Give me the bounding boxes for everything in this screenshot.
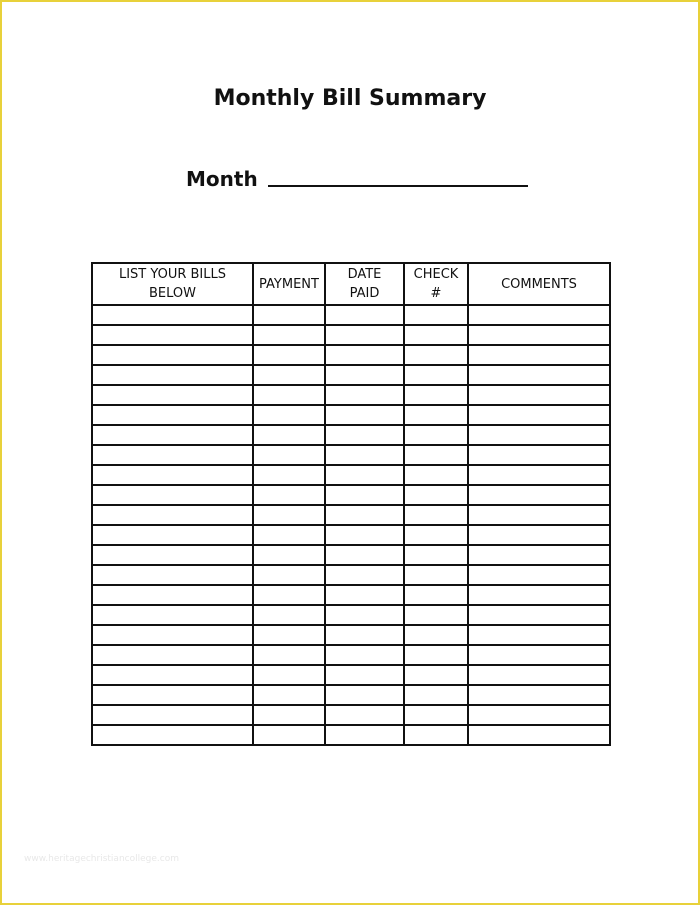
date-paid-cell[interactable] [325,305,404,325]
table-row [92,345,610,365]
watermark-text: www.heritagechristiancollege.com [24,854,179,864]
payment-cell[interactable] [253,625,325,645]
check-number-cell[interactable] [404,545,468,565]
table-row [92,425,610,445]
bill-name-cell[interactable] [92,425,253,445]
bill-name-cell[interactable] [92,545,253,565]
comments-cell[interactable] [468,625,610,645]
month-label: Month [186,167,258,191]
comments-cell[interactable] [468,505,610,525]
comments-cell[interactable] [468,445,610,465]
payment-cell[interactable] [253,725,325,745]
comments-cell[interactable] [468,325,610,345]
check-number-cell[interactable] [404,725,468,745]
comments-cell[interactable] [468,565,610,585]
comments-cell[interactable] [468,545,610,565]
comments-cell[interactable] [468,385,610,405]
table-row [92,365,610,385]
check-number-cell[interactable] [404,565,468,585]
payment-cell[interactable] [253,525,325,545]
header-date-paid [325,263,404,305]
table-row [92,525,610,545]
table-row [92,485,610,505]
bill-name-cell[interactable] [92,665,253,685]
check-number-cell[interactable] [404,625,468,645]
check-number-cell[interactable] [404,525,468,545]
bill-name-cell[interactable] [92,385,253,405]
check-number-cell[interactable] [404,465,468,485]
date-paid-cell[interactable] [325,365,404,385]
payment-cell[interactable] [253,565,325,585]
table-row [92,545,610,565]
check-number-cell[interactable] [404,445,468,465]
payment-cell[interactable] [253,545,325,565]
date-paid-cell[interactable] [325,625,404,645]
comments-cell[interactable] [468,665,610,685]
comments-cell[interactable] [468,345,610,365]
bill-name-cell[interactable] [92,345,253,365]
payment-cell[interactable] [253,325,325,345]
payment-cell[interactable] [253,585,325,605]
table-header-row [92,263,610,305]
header-date-paid-line-1: DATE [347,267,382,282]
header-comments-line-1: COMMENTS [501,276,577,292]
comments-cell[interactable] [468,725,610,745]
date-paid-cell[interactable] [325,565,404,585]
bill-name-cell[interactable] [92,485,253,505]
bill-name-cell[interactable] [92,325,253,345]
table-row [92,505,610,525]
date-paid-cell[interactable] [325,405,404,425]
bill-name-cell[interactable] [92,565,253,585]
check-number-cell[interactable] [404,605,468,625]
table-row [92,405,610,425]
table-row [92,625,610,645]
check-number-cell[interactable] [404,305,468,325]
header-check-number-line-1: CHECK [413,267,459,282]
bill-name-cell[interactable] [92,605,253,625]
check-number-cell[interactable] [404,505,468,525]
comments-cell[interactable] [468,585,610,605]
check-number-cell[interactable] [404,685,468,705]
payment-cell[interactable] [253,365,325,385]
bill-name-cell[interactable] [92,645,253,665]
date-paid-cell[interactable] [325,385,404,405]
check-number-cell[interactable] [404,645,468,665]
header-bills-line-1: LIST YOUR BILLS [118,267,227,282]
date-paid-cell[interactable] [325,425,404,445]
month-field [186,162,528,192]
bill-name-cell[interactable] [92,445,253,465]
page-title: Monthly Bill Summary [213,86,487,111]
check-number-cell[interactable] [404,385,468,405]
payment-cell[interactable] [253,345,325,365]
table-row [92,645,610,665]
comments-cell[interactable] [468,645,610,665]
bill-name-cell[interactable] [92,365,253,385]
comments-cell[interactable] [468,485,610,505]
comments-cell[interactable] [468,425,610,445]
table-row [92,445,610,465]
payment-cell[interactable] [253,505,325,525]
date-paid-cell[interactable] [325,505,404,525]
payment-cell[interactable] [253,405,325,425]
comments-cell[interactable] [468,705,610,725]
date-paid-cell[interactable] [325,545,404,565]
comments-cell[interactable] [468,525,610,545]
date-paid-cell[interactable] [325,485,404,505]
date-paid-cell[interactable] [325,585,404,605]
payment-cell[interactable] [253,665,325,685]
check-number-cell[interactable] [404,485,468,505]
bill-name-cell[interactable] [92,585,253,605]
table-row [92,565,610,585]
bill-name-cell[interactable] [92,525,253,545]
table-row [92,605,610,625]
check-number-cell[interactable] [404,585,468,605]
comments-cell[interactable] [468,605,610,625]
payment-cell[interactable] [253,685,325,705]
check-number-cell[interactable] [404,405,468,425]
payment-cell[interactable] [253,445,325,465]
date-paid-cell[interactable] [325,345,404,365]
bill-name-cell[interactable] [92,625,253,645]
payment-cell[interactable] [253,385,325,405]
table-row [92,325,610,345]
payment-cell[interactable] [253,605,325,625]
date-paid-cell[interactable] [325,665,404,685]
date-paid-cell[interactable] [325,685,404,705]
table-row [92,305,610,325]
payment-cell[interactable] [253,425,325,445]
check-number-cell[interactable] [404,365,468,385]
payment-cell[interactable] [253,305,325,325]
check-number-cell[interactable] [404,345,468,365]
table-row [92,585,610,605]
comments-cell[interactable] [468,405,610,425]
check-number-cell[interactable] [404,325,468,345]
table-row [92,685,610,705]
bill-name-cell[interactable] [92,305,253,325]
payment-cell[interactable] [253,465,325,485]
date-paid-cell[interactable] [325,325,404,345]
date-paid-cell[interactable] [325,705,404,725]
comments-cell[interactable] [468,365,610,385]
check-number-cell[interactable] [404,705,468,725]
header-bills [92,263,253,305]
check-number-cell[interactable] [404,665,468,685]
table-row [92,705,610,725]
header-bills-line-2: BELOW [149,286,196,301]
date-paid-cell[interactable] [325,465,404,485]
bill-name-cell[interactable] [92,405,253,425]
payment-cell[interactable] [253,485,325,505]
comments-cell[interactable] [468,685,610,705]
date-paid-cell[interactable] [325,605,404,625]
header-date-paid-line-2: PAID [349,286,380,301]
bill-name-cell[interactable] [92,725,253,745]
header-payment-line-1: PAYMENT [259,276,319,292]
header-check-number [404,263,468,305]
date-paid-cell[interactable] [325,725,404,745]
table-row [92,665,610,685]
table-row [92,725,610,745]
comments-cell[interactable] [468,305,610,325]
date-paid-cell[interactable] [325,645,404,665]
bill-name-cell[interactable] [92,705,253,725]
header-payment [253,263,325,305]
payment-cell[interactable] [253,705,325,725]
header-comments [468,263,610,305]
bill-table [91,262,611,746]
header-check-number-line-2: # [430,286,442,301]
month-fill-line[interactable] [268,185,528,187]
payment-cell[interactable] [253,645,325,665]
bill-name-cell[interactable] [92,465,253,485]
comments-cell[interactable] [468,465,610,485]
bill-rows [92,305,610,745]
table-row [92,465,610,485]
bill-name-cell[interactable] [92,685,253,705]
bill-name-cell[interactable] [92,505,253,525]
table-row [92,385,610,405]
date-paid-cell[interactable] [325,525,404,545]
check-number-cell[interactable] [404,425,468,445]
date-paid-cell[interactable] [325,445,404,465]
